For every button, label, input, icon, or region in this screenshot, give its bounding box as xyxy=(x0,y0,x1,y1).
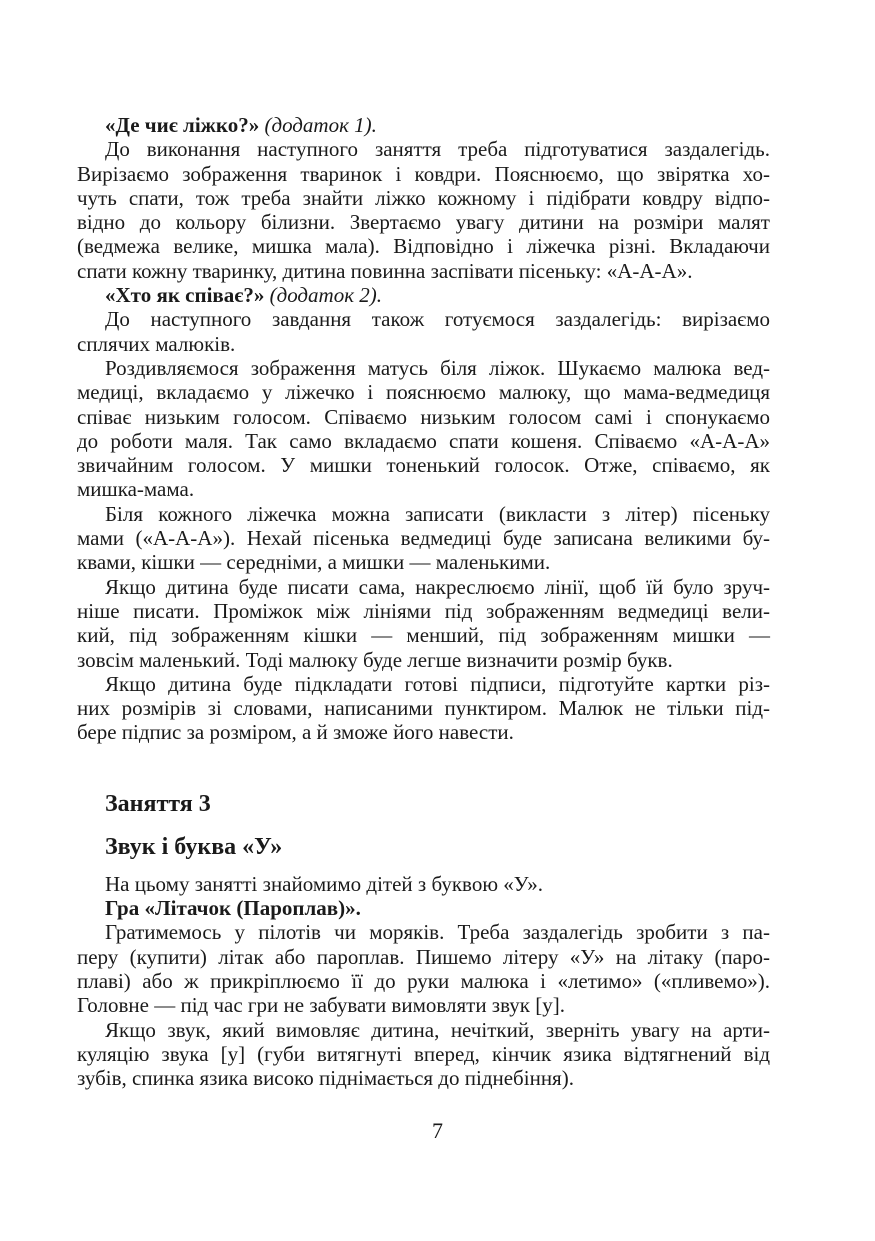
text-line: кий, під зображенням кішки — менший, під зображенням мишки — xyxy=(77,623,770,648)
lesson-subheading: Звук і буква «У» xyxy=(105,833,283,860)
text-line: відно до кольору білизни. Звертаємо увагу дитини на розміри малят xyxy=(77,210,770,235)
text-line: Якщо дитина буде підкладати готові підписи, підготуйте картки різ- xyxy=(105,671,770,696)
text-line: сплячих малюків. xyxy=(77,331,236,356)
paragraph-9 xyxy=(77,1018,770,1091)
paragraph-6 xyxy=(77,672,770,745)
text-line: квами, кішки — середніми, а мишки — маленькими. xyxy=(77,550,551,575)
paragraph-4 xyxy=(77,502,770,575)
text-line: Якщо дитина буде писати сама, накреслюємо лінії, щоб їй було зруч- xyxy=(105,574,770,599)
heading-spacer xyxy=(77,819,770,832)
text-line: Біля кожного ліжечка можна записати (викласти з літер) пісеньку xyxy=(105,501,770,526)
paragraph-2 xyxy=(77,307,770,356)
text-line: медиці, вкладаємо у ліжечко і пояснюємо малюку, що мама-ведмедиця xyxy=(77,380,770,405)
page-number: 7 xyxy=(432,1118,443,1143)
paragraph-1 xyxy=(77,137,770,283)
text-line: чуть спати, тож треба знайти ліжко кожному і підібрати ковдру відпо- xyxy=(77,185,770,210)
text-line: спати кожну тваринку, дитина повинна заспівати пісеньку: «А-А-А». xyxy=(77,258,693,283)
text-line: звичайним голосом. У мишки тоненький голосок. Отже, співаємо, як xyxy=(77,453,770,478)
heading-spacer xyxy=(77,862,770,872)
text-line: зовсім маленький. Тоді малюку буде легше визначити розмір букв. xyxy=(77,647,673,672)
paragraph-7 xyxy=(77,872,770,896)
text-line: (ведмежа велике, мишка мала). Відповідно і ліжечка різні. Вкладаючи xyxy=(77,234,770,259)
text-line: них розмірів зі словами, написаними пунктиром. Малюк не тільки під- xyxy=(77,696,770,721)
game-title-plane: Гра «Літачок (Пароплав)». xyxy=(105,896,361,921)
text-line: До наступного завдання також готуємося заздалегідь: вирізаємо xyxy=(105,307,770,332)
text-line: мами («А-А-А»). Нехай пісенька ведмедиці буде записана великими бу- xyxy=(77,526,770,551)
appendix-2-note: (додаток 2). xyxy=(264,283,383,308)
game-title-where-bed: «Де чиє ліжко?» xyxy=(105,113,260,137)
text-line: бере підпис за розміром, а й зможе його навести. xyxy=(77,720,514,745)
text-line: до роботи маля. Так само вкладаємо спати кошеня. Співаємо «А-А-А» xyxy=(77,428,770,453)
text-line: Роздивляємося зображення матусь біля ліжок. Шукаємо малюка вед- xyxy=(105,355,770,380)
text-line: На цьому занятті знайомимо дітей з буквою «У». xyxy=(105,871,544,896)
game-title-line xyxy=(77,896,770,920)
appendix-1-note: (додаток 1). xyxy=(259,113,377,137)
paragraph-8 xyxy=(77,920,770,1017)
text-line: співає низьким голосом. Співаємо низьким голосом самі і спонукаємо xyxy=(77,404,770,429)
text-line: мишка-мама. xyxy=(77,477,195,502)
text-line: До виконання наступного заняття треба підготуватися заздалегідь. xyxy=(105,137,770,162)
text-line: Вирізаємо зображення тваринок і ковдри. Пояснюємо, що звірятка хо- xyxy=(77,161,770,186)
appendix-1-title-line xyxy=(77,113,770,137)
appendix-2-title-line xyxy=(77,283,770,307)
text-line: ніше писати. Проміжок між лініями під зображенням ведмедиці вели- xyxy=(77,598,770,623)
text-line: перу (купити) літак або пароплав. Пишемо літеру «У» на літаку (паро- xyxy=(77,944,770,969)
text-line: куляцію звука [у] (губи витягнуті вперед, кінчик язика відтягнений від xyxy=(77,1041,770,1066)
text-line: Якщо звук, який вимовляє дитина, нечіткий, зверніть увагу на арти- xyxy=(105,1017,770,1042)
paragraph-5 xyxy=(77,575,770,672)
page-text xyxy=(77,113,770,1090)
text-line: плаві) або ж прикріплюємо її до руки малюка і «летимо» («пливемо»). xyxy=(77,968,770,993)
lesson-heading: Заняття 3 xyxy=(105,790,211,817)
game-title-who-sings: «Хто як співає?» xyxy=(105,283,265,308)
text-line: зубів, спинка язика високо піднімається до піднебіння). xyxy=(77,1066,574,1091)
section-spacer xyxy=(77,745,770,789)
text-line: Головне — під час гри не забувати вимовляти звук [у]. xyxy=(77,993,565,1018)
paragraph-3 xyxy=(77,356,770,502)
text-line: Гратимемось у пілотів чи моряків. Треба заздалегідь зробити з па- xyxy=(105,920,770,945)
